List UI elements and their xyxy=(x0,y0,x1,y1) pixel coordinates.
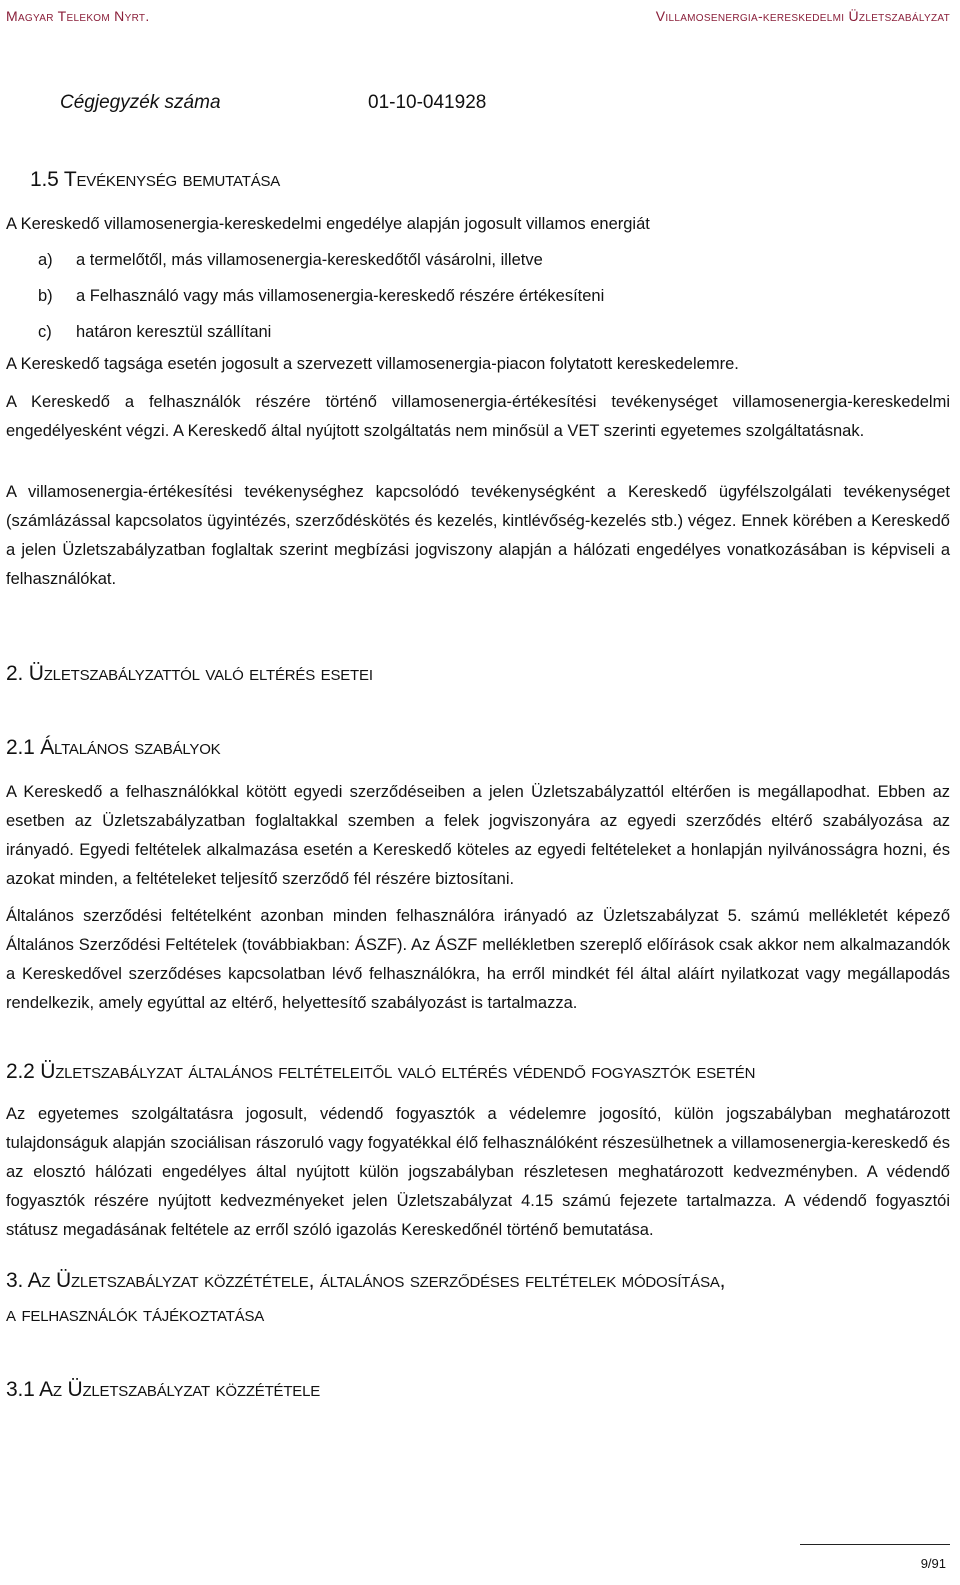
paragraph: A Kereskedő a felhasználókkal kötött egyedi szerződéseiben a jelen Üzletszabályzattól eltérően is megállapodhat. Ebben az esetben az Üzletszabályzatban foglaltakkal szemben a felek jogviszonyára az egyedi szerződés eltérő szabályozása az irányadó. Egyedi feltételek alkalmazása esetén a Kereskedő köteles az egyedi feltételeket a honlapján nyilvánosságra hozni, és azokat minden, a feltételeket teljesítő szerződő fél részére biztosítani. xyxy=(6,783,950,888)
section-3-title xyxy=(6,1264,950,1332)
section-1-5-p2 xyxy=(6,388,950,446)
header-company: Magyar Telekom Nyrt. xyxy=(6,8,150,24)
section-2-2-title: 2.2 Üzletszabályzat általános feltételeitől való eltérés védendő fogyasztók esetén xyxy=(6,1060,756,1083)
paragraph: A Kereskedő a felhasználók részére történő villamosenergia-értékesítési tevékenységet villamosenergia-kereskedelmi engedélyesként végzi. A Kereskedő által nyújtott szolgáltatás nem minősül a VET szerinti egyetemes szolgáltatásnak. xyxy=(6,393,950,440)
list-item-label: a) xyxy=(38,251,53,269)
section-1-5-title: 1.5 Tevékenység bemutatása xyxy=(30,168,281,191)
list-item-text: határon keresztül szállítani xyxy=(76,323,272,341)
section-2-1-p1 xyxy=(6,778,950,894)
section-1-5-p1 xyxy=(6,350,950,379)
paragraph: Általános szerződési feltételként azonban minden felhasználóra irányadó az Üzletszabályzat 5. számú mellékletét képező Általános Szerződési Feltételek (továbbiakban: ÁSZF). Az ÁSZF mellékletben szereplő előírások csak akkor nem alkalmazandók a Kereskedővel szerződéses kapcsolatban lévő felhasználókra, ha erről mindkét fél által aláírt nyilatkozat vagy megállapodás rendelkezik, amely egyúttal az eltérő, helyettesítő szabályozást is tartalmazza. xyxy=(6,907,950,1012)
paragraph: A Kereskedő tagsága esetén jogosult a szervezett villamosenergia-piacon folytatott kereskedelemre. xyxy=(6,355,739,373)
company-registration-number: 01-10-041928 xyxy=(368,92,487,113)
list-item xyxy=(38,318,950,354)
section-3-title-line-2: a felhasználók tájékoztatása xyxy=(6,1303,265,1326)
list-item-text: a termelőtől, más villamosenergia-kereskedőtől vásárolni, illetve xyxy=(76,251,543,269)
list-item-text: a Felhasználó vagy más villamosenergia-kereskedő részére értékesíteni xyxy=(76,287,605,305)
footer-divider xyxy=(800,1544,950,1545)
paragraph: A Kereskedő villamosenergia-kereskedelmi engedélye alapján jogosult villamos energiát xyxy=(6,215,650,233)
list-item-label: c) xyxy=(38,323,52,341)
activity-list xyxy=(38,246,950,354)
list-item xyxy=(38,282,950,318)
list-item-label: b) xyxy=(38,287,53,305)
company-registration-label: Cégjegyzék száma xyxy=(60,92,221,113)
list-item xyxy=(38,246,950,282)
page-number: 9/91 xyxy=(920,1556,946,1571)
section-3-title-line-1: 3. Az Üzletszabályzat közzététele, általános szerződéses feltételek módosítása, xyxy=(6,1269,726,1292)
section-2-title: 2. Üzletszabályzattól való eltérés esetei xyxy=(6,662,373,685)
header-document-title: Villamosenergia-kereskedelmi Üzletszabályzat xyxy=(655,8,950,24)
paragraph: A villamosenergia-értékesítési tevékenységhez kapcsolódó tevékenységként a Kereskedő ügyfélszolgálati tevékenységet (számlázással kapcsolatos ügyintézés, szerződéskötés és kezelés, kintlévőség-kezelés stb.) végez. Ennek körében a Kereskedő a jelen Üzletszabályzatban foglaltak szerint megbízási jogviszony alapján a hálózati engedélyes vonatkozásában is képviseli a felhasználókat. xyxy=(6,483,950,588)
section-2-1-p2 xyxy=(6,902,950,1018)
section-1-5-intro xyxy=(6,210,950,239)
section-3-1-title: 3.1 Az Üzletszabályzat közzététele xyxy=(6,1378,321,1401)
section-2-1-title: 2.1 Általános szabályok xyxy=(6,736,221,759)
section-2-2-p1 xyxy=(6,1100,950,1245)
paragraph: Az egyetemes szolgáltatásra jogosult, védendő fogyasztók a védelemre jogosító, külön jogszabályban meghatározott tulajdonságuk alapján szociálisan rászoruló vagy fogyatékkal élő felhasználóként részesülhetnek a villamosenergia-kereskedő és az elosztó hálózati engedélyes által nyújtott külön jogszabályban részletesen meghatározott kedvezményben. A védendő fogyasztók részére nyújtott kedvezményeket jelen Üzletszabályzat 4.15 számú fejezete tartalmazza. A védendő fogyasztói státusz megadásának feltétele az erről szóló igazolás Kereskedőnél történő bemutatása. xyxy=(6,1105,950,1239)
section-1-5-p3 xyxy=(6,478,950,594)
